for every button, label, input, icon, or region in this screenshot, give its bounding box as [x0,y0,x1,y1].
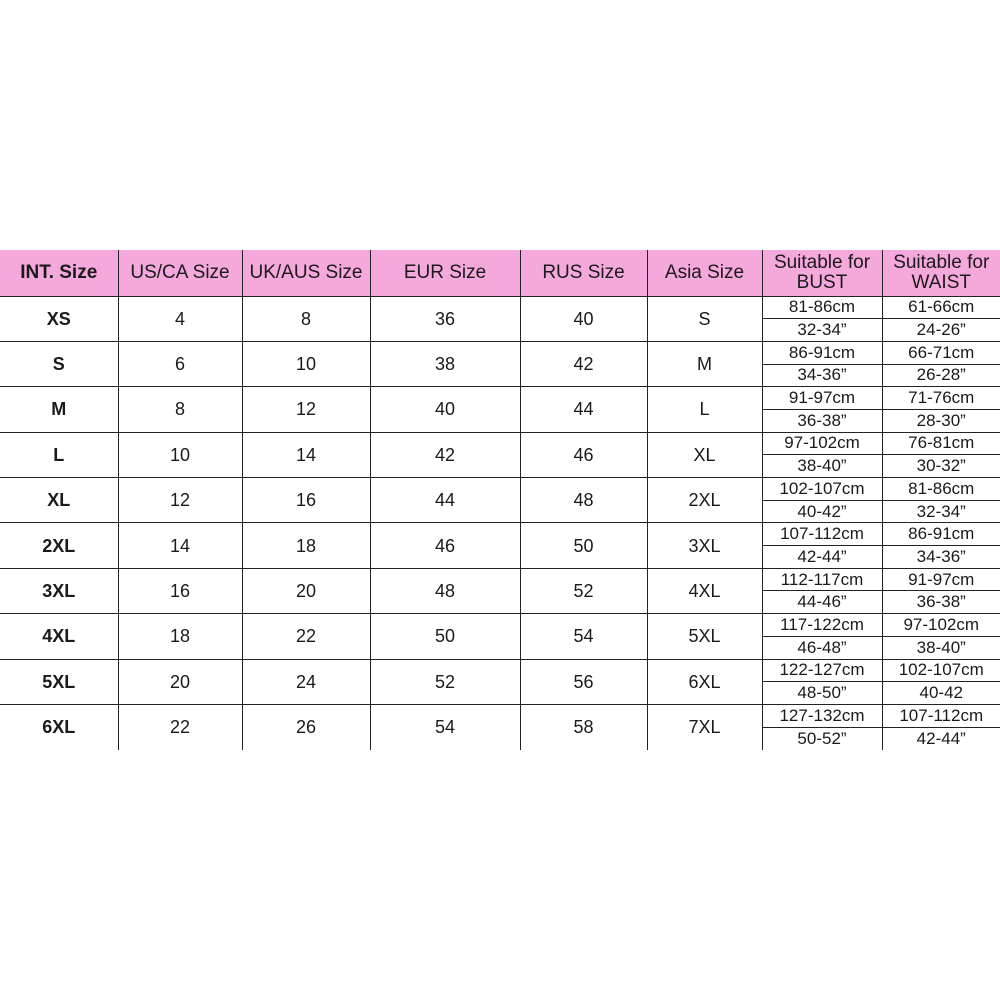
waist-cm-cell: 107-112cm [882,704,1000,727]
uk-aus-size-cell: 14 [242,432,370,477]
waist-cm-cell: 76-81cm [882,432,1000,455]
bust-cm-cell: 117-122cm [762,614,882,637]
bust-cm-cell: 86-91cm [762,341,882,364]
rus-size-cell: 56 [520,659,647,704]
int-size-cell: L [0,432,118,477]
waist-cm-cell: 61-66cm [882,296,1000,319]
uk-aus-size-cell: 20 [242,568,370,613]
int-size-cell: 3XL [0,568,118,613]
rus-size-cell: 44 [520,387,647,432]
asia-size-cell: 7XL [647,704,762,750]
eur-size-cell: 38 [370,341,520,386]
bust-cm-cell: 122-127cm [762,659,882,682]
bust-cm-cell: 112-117cm [762,568,882,591]
eur-size-cell: 40 [370,387,520,432]
rus-size-cell: 50 [520,523,647,568]
table-body [0,296,1000,750]
header-uk-aus-size: UK/AUS Size [242,250,370,296]
bust-cm-cell: 102-107cm [762,478,882,501]
int-size-cell: 5XL [0,659,118,704]
int-size-cell: 2XL [0,523,118,568]
waist-cm-cell: 102-107cm [882,659,1000,682]
bust-inch-cell: 46-48” [762,636,882,659]
waist-inch-cell: 34-36” [882,546,1000,569]
asia-size-cell: L [647,387,762,432]
rus-size-cell: 46 [520,432,647,477]
waist-inch-cell: 40-42 [882,682,1000,705]
uk-aus-size-cell: 8 [242,296,370,341]
header-us-ca-size: US/CA Size [118,250,242,296]
bust-inch-cell: 48-50” [762,682,882,705]
bust-inch-cell: 42-44” [762,546,882,569]
us-ca-size-cell: 4 [118,296,242,341]
int-size-cell: S [0,341,118,386]
header-waist: Suitable for WAIST [882,250,1000,296]
bust-inch-cell: 44-46” [762,591,882,614]
asia-size-cell: 4XL [647,568,762,613]
bust-cm-cell: 81-86cm [762,296,882,319]
asia-size-cell: 5XL [647,614,762,659]
rus-size-cell: 42 [520,341,647,386]
table-row [0,568,1000,591]
table-row [0,432,1000,455]
waist-inch-cell: 26-28” [882,364,1000,387]
rus-size-cell: 58 [520,704,647,750]
header-eur-size: EUR Size [370,250,520,296]
table-row [0,704,1000,727]
bust-inch-cell: 38-40” [762,455,882,478]
bust-cm-cell: 127-132cm [762,704,882,727]
int-size-cell: 6XL [0,704,118,750]
table-row [0,387,1000,410]
asia-size-cell: XL [647,432,762,477]
rus-size-cell: 48 [520,478,647,523]
uk-aus-size-cell: 10 [242,341,370,386]
us-ca-size-cell: 14 [118,523,242,568]
header-bust: Suitable for BUST [762,250,882,296]
table-row [0,296,1000,319]
table-row [0,614,1000,637]
asia-size-cell: 2XL [647,478,762,523]
asia-size-cell: M [647,341,762,386]
rus-size-cell: 52 [520,568,647,613]
uk-aus-size-cell: 24 [242,659,370,704]
waist-inch-cell: 38-40” [882,636,1000,659]
uk-aus-size-cell: 18 [242,523,370,568]
table-row [0,341,1000,364]
eur-size-cell: 52 [370,659,520,704]
int-size-cell: XS [0,296,118,341]
asia-size-cell: 3XL [647,523,762,568]
us-ca-size-cell: 10 [118,432,242,477]
waist-inch-cell: 32-34” [882,500,1000,523]
waist-cm-cell: 71-76cm [882,387,1000,410]
waist-cm-cell: 97-102cm [882,614,1000,637]
eur-size-cell: 54 [370,704,520,750]
table-row [0,523,1000,546]
asia-size-cell: 6XL [647,659,762,704]
header-asia-size: Asia Size [647,250,762,296]
eur-size-cell: 36 [370,296,520,341]
uk-aus-size-cell: 12 [242,387,370,432]
us-ca-size-cell: 22 [118,704,242,750]
waist-inch-cell: 24-26” [882,319,1000,342]
us-ca-size-cell: 6 [118,341,242,386]
us-ca-size-cell: 18 [118,614,242,659]
waist-cm-cell: 66-71cm [882,341,1000,364]
eur-size-cell: 48 [370,568,520,613]
us-ca-size-cell: 20 [118,659,242,704]
waist-cm-cell: 91-97cm [882,568,1000,591]
header-int-size: INT. Size [0,250,118,296]
waist-inch-cell: 30-32” [882,455,1000,478]
bust-cm-cell: 91-97cm [762,387,882,410]
us-ca-size-cell: 8 [118,387,242,432]
waist-inch-cell: 28-30” [882,409,1000,432]
size-chart-table [0,250,1000,750]
uk-aus-size-cell: 16 [242,478,370,523]
waist-cm-cell: 86-91cm [882,523,1000,546]
header-rus-size: RUS Size [520,250,647,296]
waist-inch-cell: 42-44” [882,727,1000,750]
bust-cm-cell: 97-102cm [762,432,882,455]
bust-cm-cell: 107-112cm [762,523,882,546]
table-row [0,659,1000,682]
waist-inch-cell: 36-38” [882,591,1000,614]
eur-size-cell: 46 [370,523,520,568]
uk-aus-size-cell: 26 [242,704,370,750]
int-size-cell: 4XL [0,614,118,659]
bust-inch-cell: 36-38” [762,409,882,432]
bust-inch-cell: 34-36” [762,364,882,387]
uk-aus-size-cell: 22 [242,614,370,659]
us-ca-size-cell: 16 [118,568,242,613]
eur-size-cell: 50 [370,614,520,659]
eur-size-cell: 44 [370,478,520,523]
waist-cm-cell: 81-86cm [882,478,1000,501]
rus-size-cell: 54 [520,614,647,659]
bust-inch-cell: 50-52” [762,727,882,750]
bust-inch-cell: 32-34” [762,319,882,342]
table-row [0,478,1000,501]
int-size-cell: XL [0,478,118,523]
rus-size-cell: 40 [520,296,647,341]
asia-size-cell: S [647,296,762,341]
bust-inch-cell: 40-42” [762,500,882,523]
us-ca-size-cell: 12 [118,478,242,523]
header-row [0,250,1000,296]
int-size-cell: M [0,387,118,432]
eur-size-cell: 42 [370,432,520,477]
